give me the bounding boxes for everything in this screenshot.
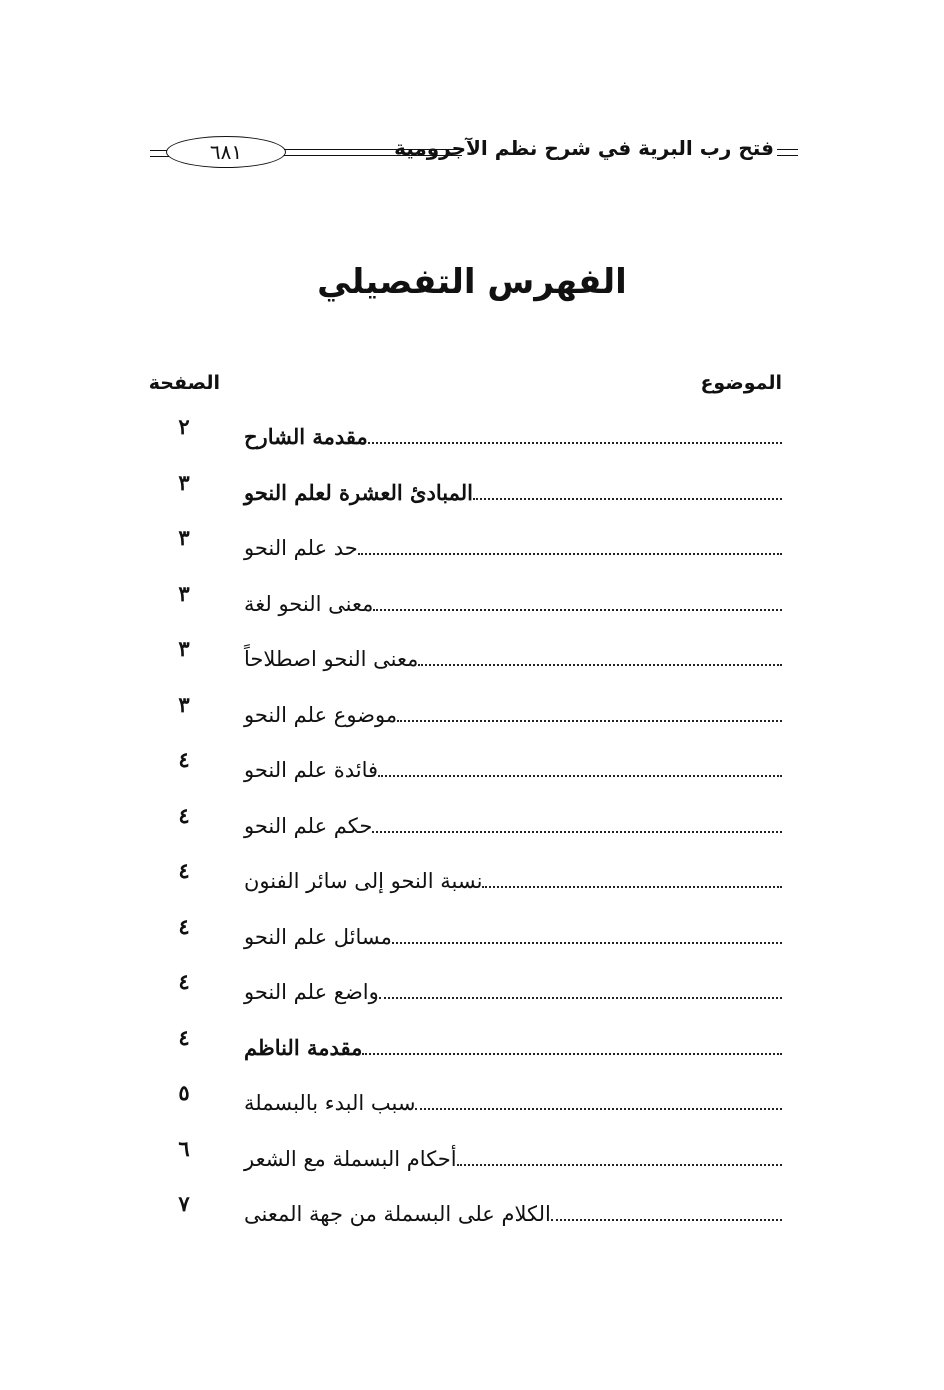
toc-entry	[0, 1126, 944, 1182]
entry-page: ٥	[178, 1080, 190, 1105]
entry-page: ٤	[178, 858, 190, 883]
dot-leader	[473, 498, 782, 500]
toc-entry	[0, 737, 944, 793]
page-column-header: الصفحة	[148, 372, 220, 394]
entry-line	[240, 1142, 782, 1176]
entry-page: ٤	[178, 913, 190, 939]
dot-leader	[378, 775, 782, 777]
entry-title: حكم علم النحو	[244, 813, 373, 838]
dot-leader	[368, 442, 782, 444]
entry-line	[240, 642, 782, 676]
toc-entry	[0, 404, 944, 460]
dot-leader	[379, 997, 782, 999]
page-number: ٦٨١	[166, 136, 286, 168]
entry-title: واضع علم النحو	[244, 980, 379, 1004]
entry-title: مسائل علم النحو	[244, 924, 392, 949]
entry-line	[240, 975, 782, 1009]
page-title: الفهرس التفصيلي	[317, 262, 627, 302]
entry-page: ٤	[178, 1024, 190, 1050]
entry-line	[240, 753, 782, 787]
toc-entry	[0, 626, 944, 682]
dot-leader	[415, 1108, 782, 1110]
entry-line	[240, 864, 782, 898]
entry-title: معنى النحو اصطلاحاً	[244, 647, 419, 671]
entry-title: مقدمة الناظم	[244, 1034, 363, 1060]
entry-title: فائدة علم النحو	[244, 758, 379, 782]
dot-leader	[392, 942, 782, 944]
toc-entry	[0, 848, 944, 904]
entry-title: نسبة النحو إلى سائر الفنون	[244, 869, 483, 893]
entry-line	[240, 920, 782, 954]
entry-title: معنى النحو لغة	[244, 591, 374, 616]
entry-line	[240, 1031, 782, 1065]
entry-title: حد علم النحو	[244, 536, 358, 560]
entry-title: الكلام على البسملة من جهة المعنى	[244, 1202, 551, 1226]
book-title: فتح رب البرية في شرح نظم الآجرومية	[394, 136, 774, 160]
toc-entry	[0, 904, 944, 960]
entry-page: ٤	[178, 802, 190, 828]
dot-leader	[418, 664, 782, 666]
dot-leader	[397, 720, 782, 722]
entry-title: أحكام البسملة مع الشعر	[244, 1146, 457, 1171]
entry-page: ٣	[178, 636, 190, 661]
entry-line	[240, 1086, 782, 1120]
entry-page: ٣	[178, 525, 190, 550]
toc-entry	[0, 1015, 944, 1071]
entry-line	[240, 531, 782, 565]
toc-list	[0, 404, 944, 1237]
running-header	[150, 130, 798, 174]
dot-leader	[373, 609, 782, 611]
entry-line	[240, 420, 782, 454]
toc-entry	[0, 959, 944, 1015]
entry-line	[240, 698, 782, 732]
entry-title: سبب البدء بالبسملة	[244, 1091, 416, 1115]
toc-entry	[0, 571, 944, 627]
dot-leader	[482, 886, 782, 888]
entry-page: ٦	[178, 1135, 190, 1161]
entry-title: مقدمة الشارح	[244, 424, 368, 449]
toc-entry	[0, 515, 944, 571]
toc-entry	[0, 1181, 944, 1237]
entry-title: المبادئ العشرة لعلم النحو	[244, 479, 473, 505]
entry-line	[240, 476, 782, 510]
entry-page: ٤	[178, 969, 190, 994]
entry-page: ٣	[178, 691, 190, 717]
toc-entry	[0, 460, 944, 516]
toc-entry	[0, 682, 944, 738]
topic-column-header: الموضوع	[700, 372, 782, 394]
entry-page: ٣	[178, 580, 190, 606]
entry-line	[240, 587, 782, 621]
dot-leader	[358, 553, 782, 555]
entry-line	[240, 809, 782, 843]
toc-entry	[0, 793, 944, 849]
entry-page: ٤	[178, 747, 190, 772]
toc-entry	[0, 1070, 944, 1126]
dot-leader	[362, 1053, 782, 1055]
entry-page: ٣	[178, 469, 190, 495]
entry-page: ٧	[178, 1191, 190, 1216]
entry-title: موضوع علم النحو	[244, 702, 398, 727]
entry-page: ٢	[178, 414, 190, 439]
entry-line	[240, 1197, 782, 1231]
dot-leader	[372, 831, 782, 833]
dot-leader	[551, 1219, 782, 1221]
header-rule-right	[777, 149, 798, 156]
dot-leader	[457, 1164, 782, 1166]
